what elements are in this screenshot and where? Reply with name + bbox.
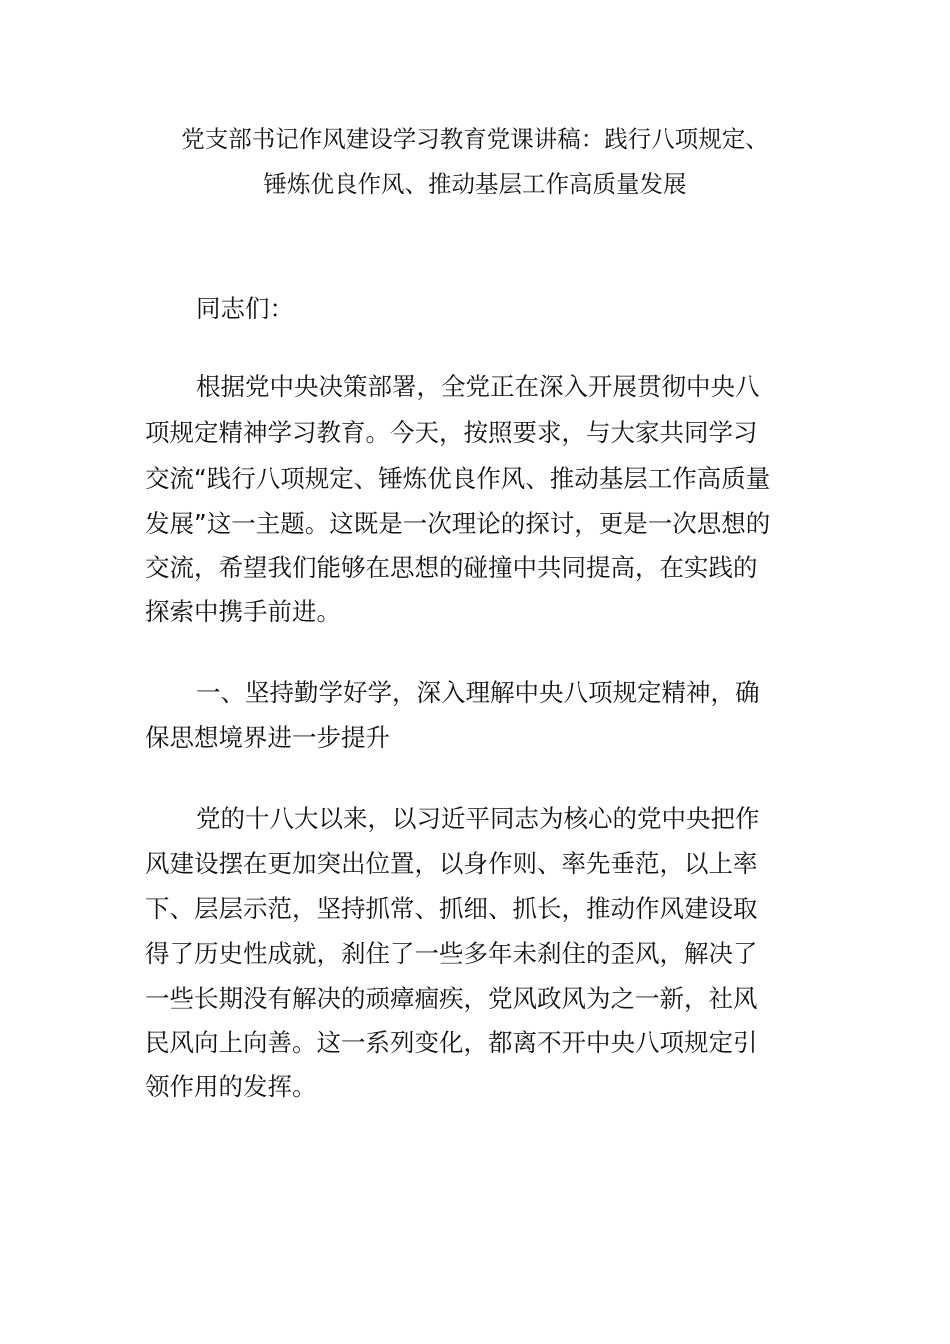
heading-line: 一、坚持勤学好学，深入理解中央八项规定精神，确 <box>196 678 760 707</box>
text-line: 发展”这一主题。这既是一次理论的探讨，更是一次思想的 <box>145 509 771 538</box>
heading-line: 保思想境界进一步提升 <box>145 723 390 752</box>
salutation: 同志们： <box>196 294 294 323</box>
text-line: 交流，希望我们能够在思想的碰撞中共同提高，在实践的 <box>145 553 758 582</box>
text-line: 民风向上向善。这一系列变化，都离不开中央八项规定引 <box>145 1028 758 1057</box>
text-line: 根据党中央决策部署，全党正在深入开展贯彻中央八 <box>196 372 760 401</box>
text-line: 一些长期没有解决的顽瘴痼疾，党风政风为之一新，社风 <box>145 984 758 1013</box>
text-line: 下、层层示范，坚持抓常、抓细、抓长，推动作风建设取 <box>145 894 758 923</box>
text-line: 得了历史性成就，刹住了一些多年未刹住的歪风，解决了 <box>145 939 758 968</box>
text-line: 交流“践行八项规定、锤炼优良作风、推动基层工作高质量 <box>145 464 771 493</box>
text-line: 风建设摆在更加突出位置，以身作则、率先垂范，以上率 <box>145 849 758 878</box>
text-line: 领作用的发挥。 <box>145 1072 317 1101</box>
document-title-line-1: 党支部书记作风建设学习教育党课讲稿：践行八项规定、 <box>181 125 769 153</box>
text-line: 探索中携手前进。 <box>145 597 341 626</box>
document-title-line-2: 锤炼优良作风、推动基层工作高质量发展 <box>263 170 687 198</box>
text-line: 项规定精神学习教育。今天，按照要求，与大家共同学习 <box>145 418 758 447</box>
text-line: 党的十八大以来，以习近平同志为核心的党中央把作 <box>196 804 760 833</box>
